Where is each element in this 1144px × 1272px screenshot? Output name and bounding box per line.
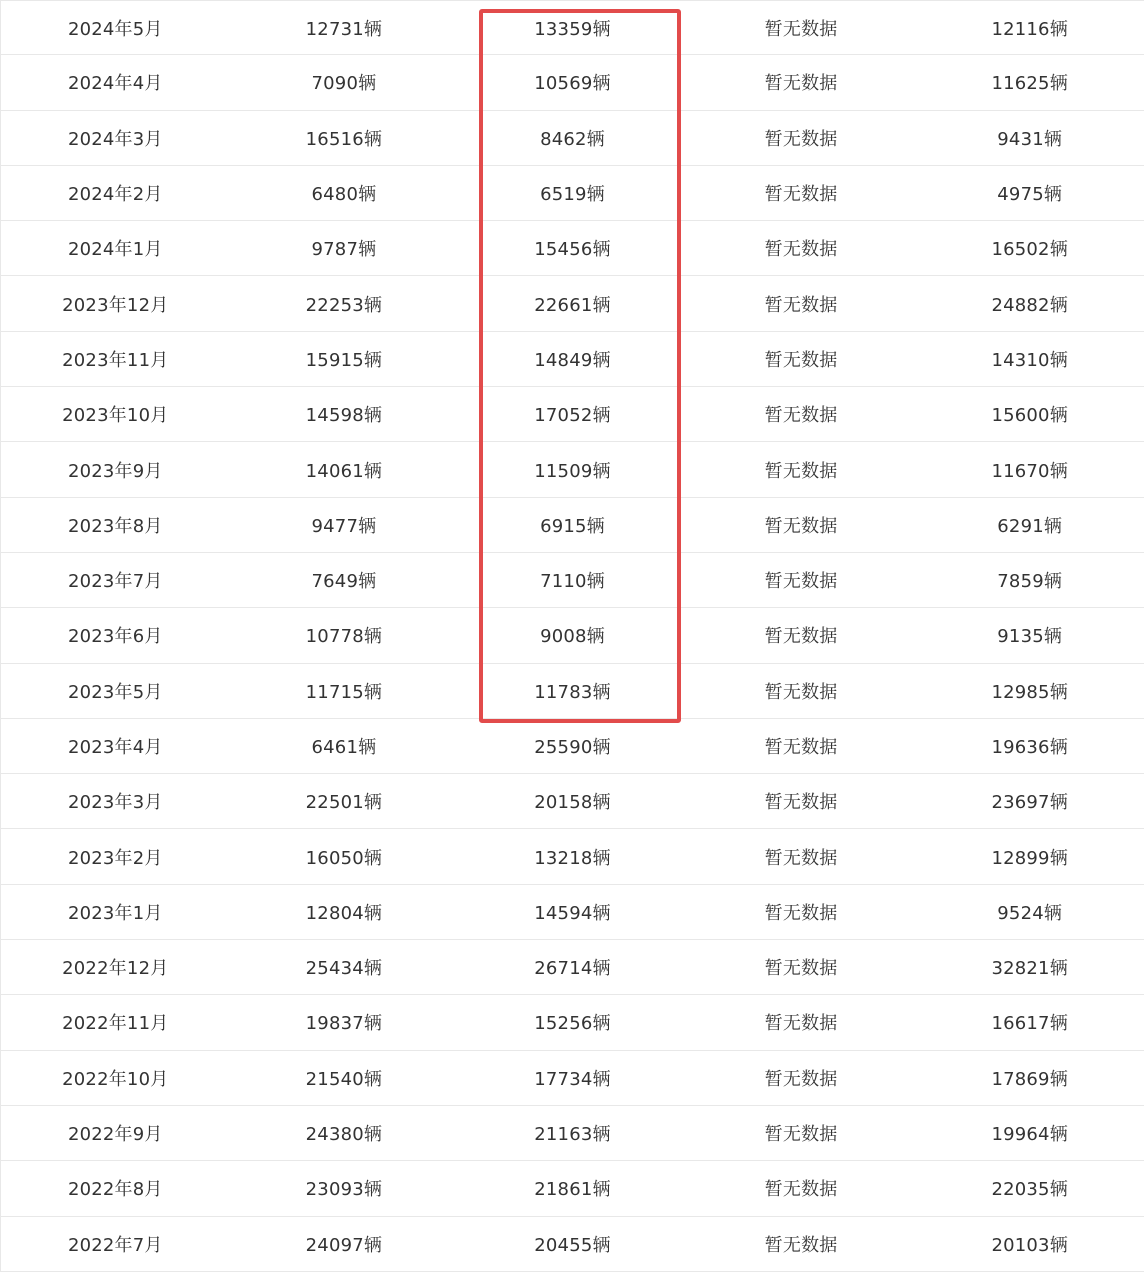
table-cell-col4: 暂无数据 (764, 1068, 838, 1090)
table-cell-col5: 16617辆 (991, 1013, 1068, 1035)
table-cell-col1: 2023年4月 (0, 719, 230, 773)
table-cell-col4: 暂无数据 (764, 239, 838, 261)
table-cell-col5: 24882辆 (991, 294, 1068, 316)
table-cell-col2: 14598辆 (305, 405, 383, 427)
table-cell-col2: 7090辆 (311, 73, 377, 95)
table-cell-col3: 11783辆 (534, 681, 611, 703)
table-cell-col1: 2023年2月 (0, 829, 230, 883)
table-cell-col3: 7110辆 (540, 571, 605, 593)
table-cell-col2: 6480辆 (311, 184, 377, 206)
table-row (0, 995, 1144, 1050)
table-cell-col4: 暂无数据 (764, 405, 838, 427)
table-row (0, 1217, 1144, 1272)
table-row (0, 1106, 1144, 1161)
table-cell-col3: 6915辆 (540, 515, 605, 537)
table-cell-col3: 9008辆 (540, 626, 605, 648)
table-cell-col1: 2024年1月 (0, 221, 230, 275)
table-cell-col4: 暂无数据 (764, 1124, 838, 1146)
table-cell-col3: 26714辆 (534, 958, 611, 980)
table-cell-col4: 暂无数据 (764, 460, 838, 482)
table-row (0, 664, 1144, 719)
table-cell-col5: 11670辆 (991, 460, 1068, 482)
table-cell-col1: 2023年11月 (0, 332, 230, 386)
table-cell-col5: 16502辆 (991, 239, 1068, 261)
table-cell-col5: 11625辆 (991, 73, 1068, 95)
table-cell-col1: 2024年2月 (0, 166, 230, 220)
table-cell-col5: 19636辆 (991, 737, 1068, 758)
table-cell-col2: 10778辆 (305, 626, 383, 648)
table-cell-col1: 2023年10月 (0, 387, 230, 441)
table-cell-col2: 9477辆 (311, 515, 377, 537)
table-row (0, 387, 1144, 442)
table-cell-col5: 32821辆 (991, 958, 1068, 980)
table-cell-col5: 7859辆 (997, 571, 1063, 593)
table-row (0, 719, 1144, 774)
table-cell-col4: 暂无数据 (764, 128, 838, 150)
table-cell-col4: 暂无数据 (764, 902, 838, 924)
table-cell-col5: 4975辆 (997, 184, 1063, 206)
table-cell-col5: 19964辆 (991, 1124, 1068, 1146)
table-cell-col5: 17869辆 (991, 1068, 1068, 1090)
table-cell-col5: 15600辆 (991, 405, 1068, 427)
table-cell-col2: 22253辆 (305, 294, 383, 316)
table-cell-col2: 25434辆 (305, 958, 383, 980)
table-row (0, 553, 1144, 608)
table-cell-col3: 20158辆 (534, 792, 611, 814)
table-cell-col3: 17734辆 (534, 1068, 611, 1090)
table-cell-col1: 2023年6月 (0, 608, 230, 662)
table-cell-col1: 2022年10月 (0, 1051, 230, 1105)
table-cell-col3: 21861辆 (534, 1179, 611, 1201)
table-cell-col1: 2024年4月 (0, 55, 230, 109)
table-cell-col4: 暂无数据 (764, 1179, 838, 1201)
table-cell-col1: 2023年8月 (0, 498, 230, 552)
table-cell-col2: 23093辆 (305, 1179, 383, 1201)
table-row (0, 498, 1144, 553)
table-row (0, 885, 1144, 940)
table-cell-col3: 21163辆 (534, 1124, 611, 1146)
table-cell-col2: 15915辆 (305, 349, 383, 371)
table-cell-col4: 暂无数据 (764, 349, 838, 371)
table-cell-col3: 14594辆 (534, 902, 611, 924)
table-cell-col3: 13218辆 (534, 847, 611, 869)
table-cell-col5: 9431辆 (997, 128, 1063, 150)
table-cell-col1: 2022年8月 (0, 1161, 230, 1215)
table-cell-col4: 暂无数据 (764, 1013, 838, 1035)
table-cell-col3: 17052辆 (534, 405, 611, 427)
table-cell-col1: 2024年3月 (0, 111, 230, 165)
table-row (0, 332, 1144, 387)
table-cell-col3: 20455辆 (534, 1234, 611, 1256)
table-cell-col3: 11509辆 (534, 460, 611, 482)
table-cell-col2: 22501辆 (305, 792, 383, 814)
table-cell-col5: 12899辆 (991, 847, 1068, 869)
table-cell-col5: 9524辆 (997, 902, 1063, 924)
table-cell-col2: 19837辆 (305, 1013, 383, 1035)
table-cell-col1: 2023年9月 (0, 442, 230, 496)
table-cell-col3: 15256辆 (534, 1013, 611, 1035)
table-row (0, 940, 1144, 995)
table-cell-col4: 暂无数据 (764, 847, 838, 869)
table-cell-col1: 2022年9月 (0, 1106, 230, 1160)
table-cell-col1: 2024年5月 (0, 1, 230, 54)
table-cell-col1: 2023年5月 (0, 664, 230, 718)
table-cell-col3: 22661辆 (534, 294, 611, 316)
table-row (0, 1051, 1144, 1106)
table-cell-col4: 暂无数据 (764, 958, 838, 980)
table-cell-col4: 暂无数据 (764, 184, 838, 206)
table-cell-col2: 24097辆 (305, 1234, 383, 1256)
table-row (0, 55, 1144, 110)
table-row (0, 1161, 1144, 1216)
table-cell-col5: 9135辆 (997, 626, 1063, 648)
table-row (0, 276, 1144, 331)
table-cell-col4: 暂无数据 (764, 515, 838, 537)
table-cell-col1: 2023年1月 (0, 885, 230, 939)
table-cell-col2: 12804辆 (305, 902, 383, 924)
table-cell-col5: 12116辆 (991, 18, 1068, 40)
table-cell-col4: 暂无数据 (764, 626, 838, 648)
table-cell-col4: 暂无数据 (764, 737, 838, 758)
table-cell-col2: 24380辆 (305, 1124, 383, 1146)
table-cell-col2: 6461辆 (311, 737, 377, 758)
table-cell-col1: 2023年7月 (0, 553, 230, 607)
table-cell-col1: 2023年12月 (0, 276, 230, 330)
table-cell-col5: 6291辆 (997, 515, 1063, 537)
table-row (0, 166, 1144, 221)
table-cell-col4: 暂无数据 (764, 1234, 838, 1256)
table-cell-col4: 暂无数据 (764, 571, 838, 593)
table-cell-col3: 14849辆 (534, 349, 611, 371)
table-cell-col3: 6519辆 (540, 184, 605, 206)
table-cell-col4: 暂无数据 (764, 294, 838, 316)
table-cell-col4: 暂无数据 (764, 73, 838, 95)
table-cell-col2: 21540辆 (305, 1068, 383, 1090)
table-cell-col5: 23697辆 (991, 792, 1068, 814)
table-cell-col4: 暂无数据 (764, 18, 838, 40)
table-cell-col5: 22035辆 (991, 1179, 1068, 1201)
table-cell-col5: 14310辆 (991, 349, 1068, 371)
table-cell-col4: 暂无数据 (764, 681, 838, 703)
table-cell-col2: 7649辆 (311, 571, 377, 593)
table-row (0, 829, 1144, 884)
table-row (0, 221, 1144, 276)
table-row (0, 0, 1144, 55)
table-cell-col2: 16516辆 (305, 128, 383, 150)
table-cell-col2: 16050辆 (305, 847, 383, 869)
table-cell-col4: 暂无数据 (764, 792, 838, 814)
table-cell-col3: 13359辆 (534, 18, 611, 40)
table-cell-col1: 2022年12月 (0, 940, 230, 994)
table-cell-col3: 25590辆 (534, 737, 611, 758)
table-cell-col3: 15456辆 (534, 239, 611, 261)
table-cell-col5: 12985辆 (991, 681, 1068, 703)
table-cell-col2: 14061辆 (305, 460, 383, 482)
table-cell-col3: 8462辆 (540, 128, 605, 150)
table-cell-col1: 2023年3月 (0, 774, 230, 828)
table-cell-col1: 2022年11月 (0, 995, 230, 1049)
table-cell-col5: 20103辆 (991, 1234, 1068, 1256)
table-cell-col1: 2022年7月 (0, 1217, 230, 1271)
table-cell-col2: 12731辆 (305, 18, 383, 40)
table-cell-col2: 11715辆 (305, 681, 383, 703)
table-row (0, 442, 1144, 497)
table-cell-col2: 9787辆 (311, 239, 377, 261)
table-cell-col3: 10569辆 (534, 73, 611, 95)
table-row (0, 111, 1144, 166)
table-row (0, 608, 1144, 663)
table-row (0, 774, 1144, 829)
